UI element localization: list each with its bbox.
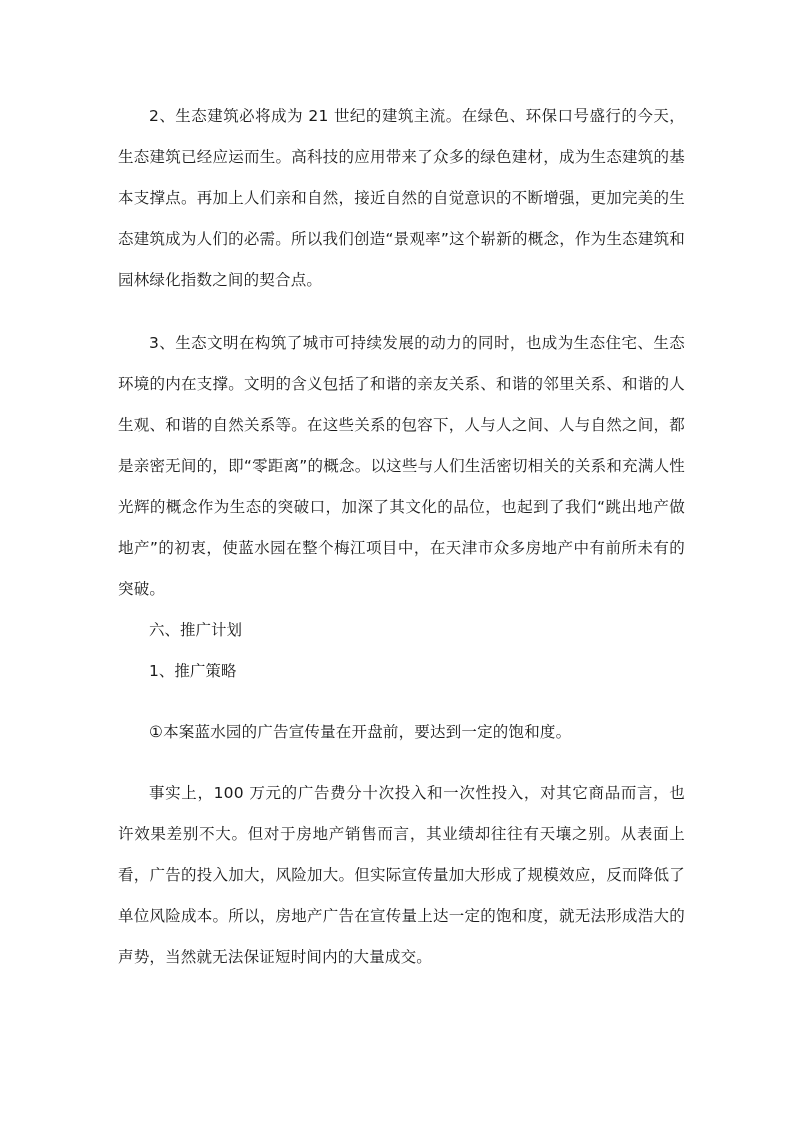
paragraph-advertising-fact: 事实上，100 万元的广告费分十次投入和一次性投入，对其它商品而言，也许效果差别不大。但对于房地产销售而言，其业绩却往往有天壤之别。从表面上看，广告的投入加大，风险加大。但实际宣传量加大形成了规模效应，反而降低了单位风险成本。所以，房地产广告在宣传量上达一定的饱和度，就无法形成浩大的声势，当然就无法保证短时间内的大量成交。 <box>118 784 685 966</box>
section-title: 六、推广计划 <box>149 621 243 639</box>
strategy-point-1: ①本案蓝水园的广告宣传量在开盘前，要达到一定的饱和度。 <box>149 723 572 741</box>
document-page <box>118 96 685 978</box>
paragraph-ecological-civilization: 3、生态文明在构筑了城市可持续发展的动力的同时，也成为生态住宅、生态环境的内在支撑。文明的含义包括了和谐的亲友关系、和谐的邻里关系、和谐的人生观、和谐的自然关系等。在这些关系的包容下，人与人之间、人与自然之间，都是亲密无间的，即“零距离”的概念。以这些与人们生活密切相关的关系和充满人性光辉的概念作为生态的突破口，加深了其文化的品位，也起到了我们“跳出地产做地产”的初衷，使蓝水园在整个梅江项目中，在天津市众多房地产中有前所未有的突破。 <box>118 334 685 598</box>
subsection-title: 1、推广策略 <box>149 662 237 680</box>
paragraph-ecological-architecture: 2、生态建筑必将成为 21 世纪的建筑主流。在绿色、环保口号盛行的今天，生态建筑已经应运而生。高科技的应用带来了众多的绿色建材，成为生态建筑的基本支撑点。再加上人们亲和自然，接近自然的自觉意识的不断增强，更加完美的生态建筑成为人们的必需。所以我们创造“景观率”这个崭新的概念，作为生态建筑和园林绿化指数之间的契合点。 <box>118 107 685 289</box>
